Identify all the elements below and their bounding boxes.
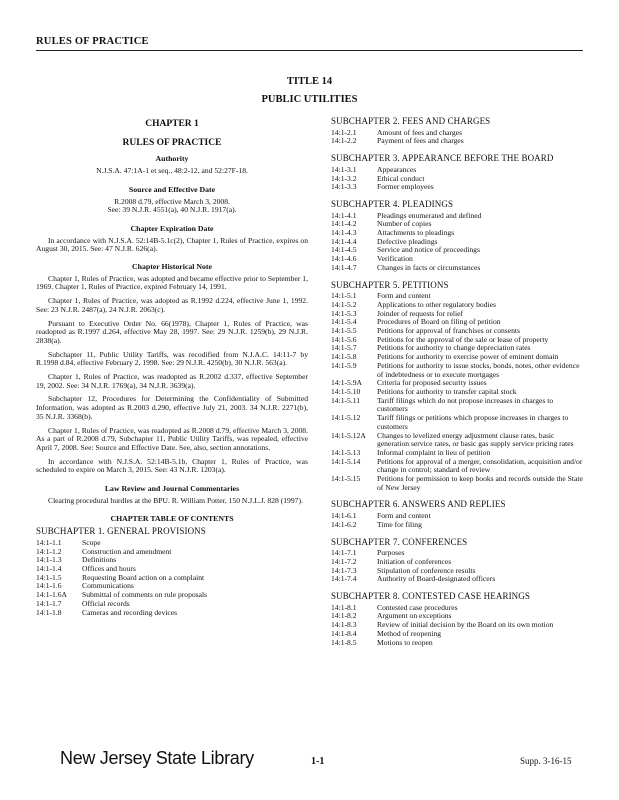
subtitle: PUBLIC UTILITIES [261,94,358,105]
source-heading: Source and Effective Date [128,184,216,194]
section-number: 14:1-1.8 [36,607,62,617]
section-list [331,549,585,584]
section-number: 14:1-1.6A [36,590,68,600]
section-title: Petitions for permission to keep books and records outside the State of New Jersey [377,474,583,492]
section-number: 14:1-5.10 [331,386,361,396]
section-number: 14:1-8.1 [331,602,357,612]
section-number: 14:1-4.1 [331,210,357,220]
subchapter-heading: SUBCHAPTER 7. CONFERENCES [331,536,468,547]
history-paragraph: Chapter 1, Rules of Practice, was adopted and became effective prior to September 1, 1969. Chapter 1, Rules of Practice, expired February 14, 1991. [36,273,308,292]
section-number: 14:1-5.4 [331,317,357,327]
section-number: 14:1-3.3 [331,182,357,192]
section-number: 14:1-8.5 [331,637,357,647]
section-title: Payment of fees and charges [377,136,464,146]
section-number: 14:1-1.1 [36,537,62,547]
source-line: R.2008 d.79, effective March 3, 2008. [114,196,230,206]
section-title: Official records [82,598,130,608]
section-title: Definitions [82,555,117,565]
authority-heading: Authority [155,154,189,164]
subchapter-heading: SUBCHAPTER 4. PLEADINGS [331,198,454,209]
section-title: Petitions for approval of a merger, consolidation, acquisition and/or change in control; standard of review [377,456,583,475]
section-number: 14:1-4.4 [331,236,357,246]
section-title: Form and content [377,291,431,301]
supplement-date: Supp. 3-16-15 [520,756,572,766]
chapter-name: RULES OF PRACTICE [122,137,222,148]
section-number: 14:1-7.1 [331,548,357,558]
section-title: Authority of Board-designated officers [377,574,496,584]
section-title: Ethical conduct [377,173,425,183]
section-title: Initiation of conferences [377,556,452,566]
chapter-number: CHAPTER 1 [145,119,199,129]
section-title: Pleadings enumerated and defined [377,210,482,220]
history-paragraph: Chapter 1, Rules of Practice, was adopted as R.1992 d.224, effective June 1, 1992. See: 23 N.J.R. 2487(a), 24 N.J.R. 2063(c). [36,296,308,314]
section-number: 14:1-2.2 [331,136,357,146]
running-head: RULES OF PRACTICE [36,36,149,47]
section-number: 14:1-1.4 [36,564,62,574]
section-title: Construction and amendment [82,546,172,556]
right-column [331,117,585,647]
section-title: Purposes [377,548,405,558]
section-number: 14:1-7.4 [331,574,357,584]
section-number: 14:1-6.2 [331,519,357,529]
authority-text: N.J.S.A. 47:1A-1 et seq., 48:2-12, and 52:27F-18. [96,166,248,176]
section-title: Applications to other regulatory bodies [377,299,496,309]
section-number: 14:1-5.2 [331,299,357,309]
section-list [331,604,585,648]
page-number: 1-1 [311,756,325,767]
source-line: See: 39 N.J.R. 4551(a), 40 N.J.R. 1917(a). [107,205,237,215]
section-number: 14:1-1.3 [36,555,62,565]
section-number: 14:1-5.9 [331,360,357,370]
section-number: 14:1-3.1 [331,164,357,174]
section-number: 14:1-5.12A [331,430,366,440]
expiration-heading: Chapter Expiration Date [130,223,214,233]
title: TITLE 14 [286,76,333,87]
section-title: Requesting Board action on a complaint [82,572,205,582]
section-title: Petitions for authority to issue stocks, bonds, notes, other evidence of indebtedness or to execute mortgages [377,360,580,379]
section-number: 14:1-8.2 [331,611,357,621]
section-title: Tariff filings or petitions which propose increases in charges to customers [377,413,569,431]
history-heading: Chapter Historical Note [132,262,212,272]
subchapter-heading: SUBCHAPTER 2. FEES AND CHARGES [331,116,491,126]
subchapter-heading: SUBCHAPTER 1. GENERAL PROVISIONS [36,526,206,537]
section-title: Method of reopening [377,628,442,638]
subchapter-heading: SUBCHAPTER 3. APPEARANCE BEFORE THE BOARD [331,153,554,164]
section-number: 14:1-5.3 [331,308,357,318]
section-title: Procedures of Board on filing of petition [377,317,501,327]
section-number: 14:1-1.7 [36,598,62,608]
toc-heading: CHAPTER TABLE OF CONTENTS [110,513,234,523]
section-title: Cameras and recording devices [82,607,178,617]
section-number: 14:1-4.2 [331,219,357,229]
section-number: 14:1-7.3 [331,565,357,575]
section-title: Offices and hours [82,564,136,574]
subchapter-heading: SUBCHAPTER 5. PETITIONS [331,279,449,290]
section-number: 14:1-5.14 [331,456,361,466]
section-title: Motions to reopen [377,637,433,647]
expiration-text: In accordance with N.J.S.A. 52:14B-5.1c(2), Chapter 1, Rules of Practice, expires on August 30, 2015. See: 47 N.J.R. 626(a). [36,235,308,254]
section-list [331,129,585,146]
section-title: Tariff filings which do not propose increases in charges to customers [377,395,554,414]
left-column [36,118,308,617]
section-list [331,212,585,273]
section-number: 14:1-5.9A [331,378,363,388]
section-title: Time for filing [377,519,422,529]
subchapter-heading: SUBCHAPTER 6. ANSWERS AND REPLIES [331,499,506,510]
section-title: Scope [82,537,101,547]
section-number: 14:1-5.1 [331,291,357,301]
section-title: Amount of fees and charges [377,127,463,137]
section-title: Stipulation of conference results [377,565,476,575]
subchapter-heading: SUBCHAPTER 8. CONTESTED CASE HEARINGS [331,591,530,602]
header-rule [36,50,583,51]
section-number: 14:1-4.5 [331,245,357,255]
history-paragraph: In accordance with N.J.S.A. 52:14B-5.1b, Chapter 1, Rules of Practice, was scheduled to expire on March 3, 2015. See: 43 N.J.R. 1203(a). [36,456,308,475]
review-text: Clearing procedural hurdles at the BPU. R. William Potter, 150 N.J.L.J. 828 (1997). [48,495,303,505]
section-title: Changes to levelized energy adjustment clause rates, basic generation service rates, or basic gas supply service pricing rates [377,430,574,449]
history-paragraph: Chapter 1, Rules of Practice, was readopted as R.2002 d.337, effective September 19, 2002. See: 34 N.J.R. 1769(a), 34 N.J.R. 3639(a). [36,372,308,390]
section-title: Review of initial decision by the Board on its own motion [377,620,554,630]
section-title: Argument on exceptions [377,611,452,621]
section-number: 14:1-8.3 [331,620,357,630]
section-number: 14:1-5.11 [331,395,361,405]
section-title: Service and notice of proceedings [377,245,480,255]
section-number: 14:1-8.4 [331,628,357,638]
section-number: 14:1-3.2 [331,173,357,183]
section-title: Former employees [377,182,434,192]
section-title: Submittal of comments on rule proposals [82,590,208,600]
section-number: 14:1-2.1 [331,127,357,137]
section-number: 14:1-5.13 [331,447,361,457]
history-paragraph: Subchapter 11, Public Utility Tariffs, was recodified from N.J.A.C. 14:11-7 by R.1998 d.84, effective February 2, 1998. See: 29 N.J.R. 4250(b), 30 N.J.R. 563(a). [36,349,308,368]
section-title: Petitions for authority to exercise power of eminent domain [377,352,559,362]
section-number: 14:1-5.7 [331,343,357,353]
section-list [331,512,585,529]
section-number: 14:1-5.12 [331,413,361,423]
section-title: Petitions for authority to transfer capital stock [377,386,517,396]
section-title: Joinder of requests for relief [377,308,464,318]
section-title: Contested case procedures [377,602,458,612]
section-title: Informal complaint in lieu of petition [377,447,491,457]
section-number: 14:1-4.7 [331,262,357,272]
section-title: Form and content [377,511,431,521]
section-title: Petitions for authority to change depreciation rates [377,343,531,353]
section-title: Petitions for approval of franchises or consents [377,326,520,336]
section-number: 14:1-4.3 [331,228,357,238]
history-paragraph: Pursuant to Executive Order No. 66(1978), Chapter 1, Rules of Practice, was readopted as R.1997 d.264, effective May 28, 1997. See: 29 N.J.R. 1259(b), 29 N.J.R. 2838(a). [36,318,308,345]
review-heading: Law Review and Journal Commentaries [104,484,240,494]
section-list [36,539,308,617]
section-list [331,166,585,192]
section-number: 14:1-1.2 [36,546,62,556]
section-number: 14:1-6.1 [331,511,357,521]
section-number: 14:1-1.6 [36,581,62,591]
section-title: Defective pleadings [377,236,438,246]
section-number: 14:1-4.6 [331,254,357,264]
section-number: 14:1-5.15 [331,474,361,484]
history-paragraph: Chapter 1, Rules of Practice, was readopted as R.2008 d.79, effective March 3, 2008. As a part of R.2008 d.79, Subchapter 11, Public Utility Tariffs, was repealed, effective April 7, 2008. See: Source and Effective Date. See, also, section annotations. [36,425,308,452]
section-title: Changes in facts or circumstances [377,262,481,272]
section-title: Number of copies [377,219,432,229]
section-number: 14:1-5.5 [331,326,357,336]
section-title: Communications [82,581,134,591]
library-logo: New Jersey State Library [60,748,254,768]
section-title: Criteria for proposed security issues [377,378,487,388]
section-number: 14:1-5.6 [331,334,357,344]
section-list [331,292,585,492]
section-number: 14:1-7.2 [331,556,357,566]
section-title: Appearances [377,164,417,174]
section-title: Attachments to pleadings [377,228,455,238]
section-number: 14:1-5.8 [331,352,357,362]
section-title: Verification [377,254,413,264]
history-paragraph: Subchapter 12, Procedures for Determining the Confidentiality of Submitted Information, was adopted as R.2003 d.290, effective July 21, 2003. 34 N.J.R. 2271(b), 35 N.J.R. 3368(b). [36,394,308,421]
section-title: Petitions for the approval of the sale or lease of property [377,334,549,344]
section-number: 14:1-1.5 [36,572,62,582]
